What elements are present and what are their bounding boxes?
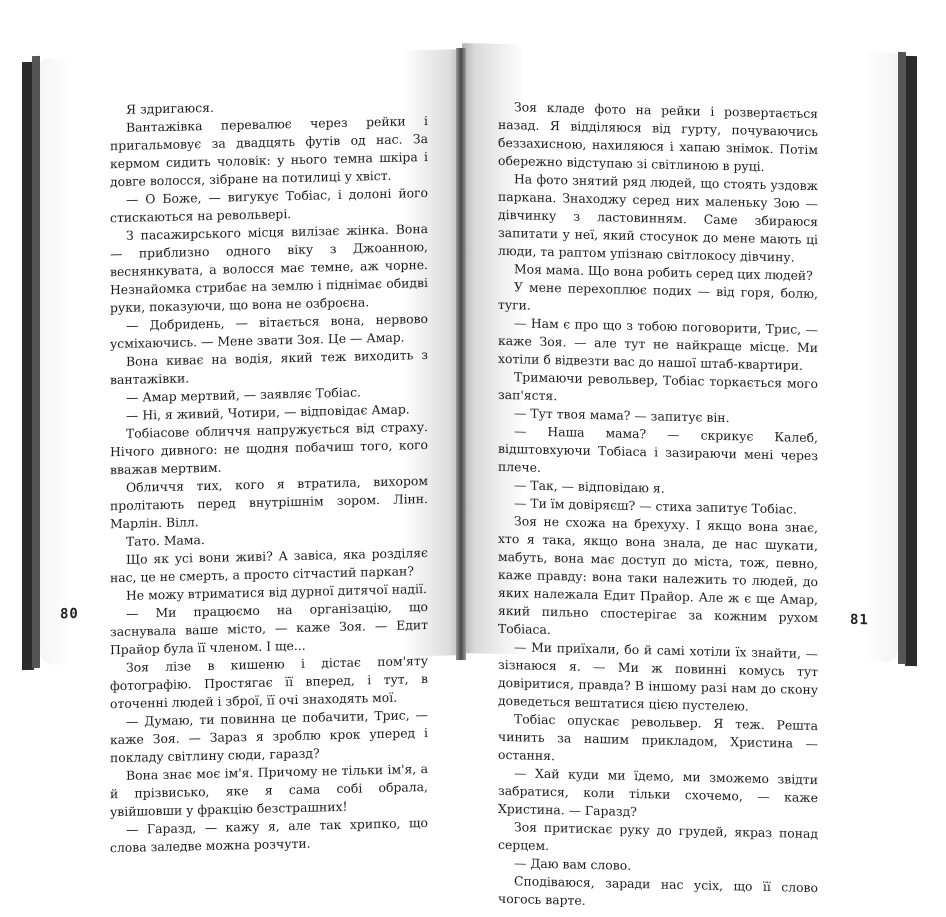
paragraph: У мене перехоплює подих — від горя, болю, туги.: [498, 279, 818, 313]
page-number-left: 80: [60, 605, 79, 623]
left-page: [40, 49, 462, 856]
paragraph: Вантажівка перевалює через рейки і пригальмовує за двадцять футів од нас. За кермом сидить чоловік: у нього темна шкіра і довге волосся, зібране на потилиці у хвіст.: [110, 112, 428, 190]
paragraph: — Хай куди ми їдемо, ми зможемо звідти забратися, коли тільки схочемо, — каже Христина. — Гаразд?: [498, 765, 818, 820]
paragraph: — Тут твоя мама? — запитує він.: [514, 405, 730, 426]
paragraph: — Ми працюємо на організацію, що заснувала ваше місто, — каже Зоя. — Едит Прайор була її членом. І ще...: [110, 598, 428, 658]
paragraph: Тобіас опускає револьвер. Я теж. Решта чинить за нашим прикладом, Христина — остання.: [498, 711, 818, 764]
paragraph: Моя мама. Що вона робить серед цих людей?: [514, 261, 813, 284]
paragraph: — Ти їм довіряєш? — стиха запитує Тобіас.: [514, 495, 797, 517]
page-number-right: 81: [850, 611, 869, 629]
paragraph: — Амар мертвий, — заявляє Тобіас.: [126, 384, 361, 405]
right-page-edges-inner: [898, 52, 906, 664]
right-page-text: [498, 98, 818, 915]
paragraph: Зоя не схожа на брехуху. І якщо вона знає, хто я така, якщо вона знала, де нас шукати, мабуть, вона має доступ до міста, тож, певно, каже правду: вона таки належить то людей, до яких належала Едит Прайор. Але ж є ще Амар, який пильно спостерігає за кожним рухом Тобіаса.: [498, 513, 818, 638]
paragraph: — О Боже, — вигукує Тобіас, і долоні його стискаються на револьвері.: [110, 184, 428, 226]
paragraph: — Ні, я живий, Чотири, — відповідає Амар.: [126, 401, 410, 423]
paragraph: Що як усі вони живі? А завіса, яка розділяє нас, це не смерть, а просто сітчастий паркан?: [110, 544, 428, 586]
book-spine-gutter: [456, 48, 466, 660]
paragraph: Тобіасове обличчя напружується від страху. Нічого дивного: не щодня побачиш того, кого вважав мертвим.: [110, 418, 428, 478]
paragraph: — Добридень, — вітається вона, нервово усміхаючись. — Мене звати Зоя. Це — Амар.: [110, 310, 428, 352]
paragraph: — Гаразд, — кажу я, але так хрипко, що слова заледве можна розчути.: [110, 814, 428, 856]
paragraph: Не можу втриматися від дурної дитячої надії.: [126, 581, 427, 603]
paragraph: Тримаючи револьвер, Тобіас торкається мого зап'ястя.: [498, 369, 818, 404]
right-page-edges: [905, 56, 917, 666]
paragraph: Обличчя тих, кого я втратила, вихором пролітають перед внутрішнім зором. Лінн. Марлін. Вілл.: [110, 472, 428, 532]
paragraph: Зоя кладе фото на рейки і розвертається назад. Я відділяюся від гурту, почуваючись беззахисною, нахиляюся і хапаю знімок. Потім обережно відступаю зі світлиною в руці.: [498, 99, 818, 174]
paragraph: Зоя притискає руку до грудей, якраз понад серцем.: [498, 819, 818, 854]
paragraph: Вона киває на водія, який теж виходить з вантажівки.: [110, 346, 428, 388]
paragraph: — Наша мама? — скрикує Калеб, відштовхуючи Тобіаса і зазираючи мені через плече.: [498, 423, 818, 475]
paragraph: — Ми приїхали, бо й самі хотіли їх знайти, — зізнаюся я. — Ми ж повинні комусь тут довіритися, правда? В іншому разі нам до скону доведеться вештатися цією пустелею.: [498, 639, 818, 714]
left-page-edges-inner: [32, 56, 40, 668]
paragraph: — Думаю, ти повинна це побачити, Трис, — каже Зоя. — Зараз я зроблю крок уперед і покладу світлину сюди, гаразд?: [110, 706, 428, 766]
paragraph: Я здригаюся.: [126, 99, 214, 117]
paragraph: — Нам є про що з тобою поговорити, Трис, — каже Зоя. — але тут не найкраще місце. Ми хотіли б відвезти вас до нашої штаб-квартири.: [498, 315, 818, 373]
paragraph: Вона знає моє ім'я. Причому не тільки ім'я, а й прізвисько, яке я сама собі обрала, увійшовши у фракцію безстрашних!: [110, 760, 428, 820]
paragraph: — Так, — відповідаю я.: [514, 477, 665, 496]
paragraph: — Даю вам слово.: [514, 855, 632, 873]
left-page-text: [110, 94, 428, 857]
paragraph: Сподіваюся, заради нас усіх, що її слово чогось варте.: [498, 873, 818, 908]
right-page: [462, 43, 898, 908]
paragraph: Тато. Мама.: [126, 532, 205, 549]
paragraph: З пасажирського місця вилізає жінка. Вона — приблизно одного віку з Джоанною, веснянкувата, а волосся має темне, аж чорне. Незнайомка стрибає на землю і піднімає обидві руки, показуючи, що вона не озброєна.: [110, 220, 428, 316]
paragraph: Зоя лізе в кишеню і дістає пом'яту фотографію. Простягає її вперед, і тут, в оточенні людей і зброї, її очі знаходять мої.: [110, 652, 428, 712]
paragraph: На фото знятий ряд людей, що стоять уздовж паркана. Знаходжу серед них маленьку Зою — дівчинку з ластовинням. Саме збираюся запитати у неї, який стосунок до мене мають ці люди, та раптом упізнаю світлокосу дівчину.: [498, 171, 818, 265]
